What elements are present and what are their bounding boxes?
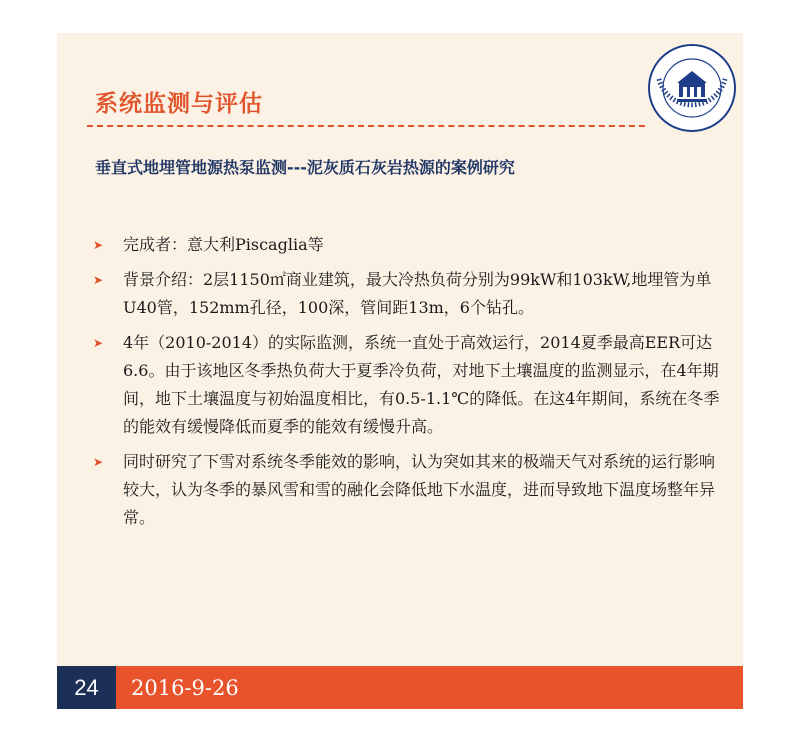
bullet-text: 4年（2010-2014）的实际监测，系统一直处于高效运行，2014夏季最高EER可达6.6。由于该地区冬季热负荷大于夏季冷负荷，对地下土壤温度的监测显示，在4年期间，地下土壤温度与初始温度相比，有0.5-1.1℃的降低。在这4年期间，系统在冬季的能效有缓慢降低而夏季的能效有缓慢升高。 bbox=[123, 333, 720, 436]
chevron-right-icon: ➤ bbox=[93, 238, 104, 252]
footer-bar bbox=[57, 666, 743, 709]
section-subtitle: 垂直式地埋管地源热泵监测---泥灰质石灰岩热源的案例研究 bbox=[95, 158, 515, 177]
bullet-text: 背景介绍：2层1150㎡商业建筑，最大冷热负荷分别为99kW和103kW,地埋管为单U40管，152mm孔径，100深，管间距13m，6个钻孔。 bbox=[123, 270, 712, 317]
page-number: 24 bbox=[57, 666, 116, 709]
chevron-right-icon: ➤ bbox=[93, 336, 104, 350]
bullet-text: 同时研究了下雪对系统冬季能效的影响，认为突如其来的极端天气对系统的运行影响较大，认为冬季的暴风雪和雪的融化会降低地下水温度，进而导致地下温度场整年异常。 bbox=[123, 452, 716, 527]
bullet-item bbox=[87, 448, 727, 532]
slide bbox=[57, 33, 743, 709]
bullet-text: 完成者：意大利Piscaglia等 bbox=[123, 235, 324, 254]
footer-date: 2016-9-26 bbox=[131, 675, 239, 700]
bullet-item bbox=[87, 266, 727, 322]
bullet-item bbox=[87, 231, 727, 259]
title-divider bbox=[87, 125, 645, 127]
bullet-item bbox=[87, 329, 727, 441]
chevron-right-icon: ➤ bbox=[93, 273, 104, 287]
university-seal-icon bbox=[647, 43, 737, 133]
slide-title: 系统监测与评估 bbox=[95, 91, 263, 117]
bullet-list bbox=[87, 231, 727, 539]
chevron-right-icon: ➤ bbox=[93, 455, 104, 469]
